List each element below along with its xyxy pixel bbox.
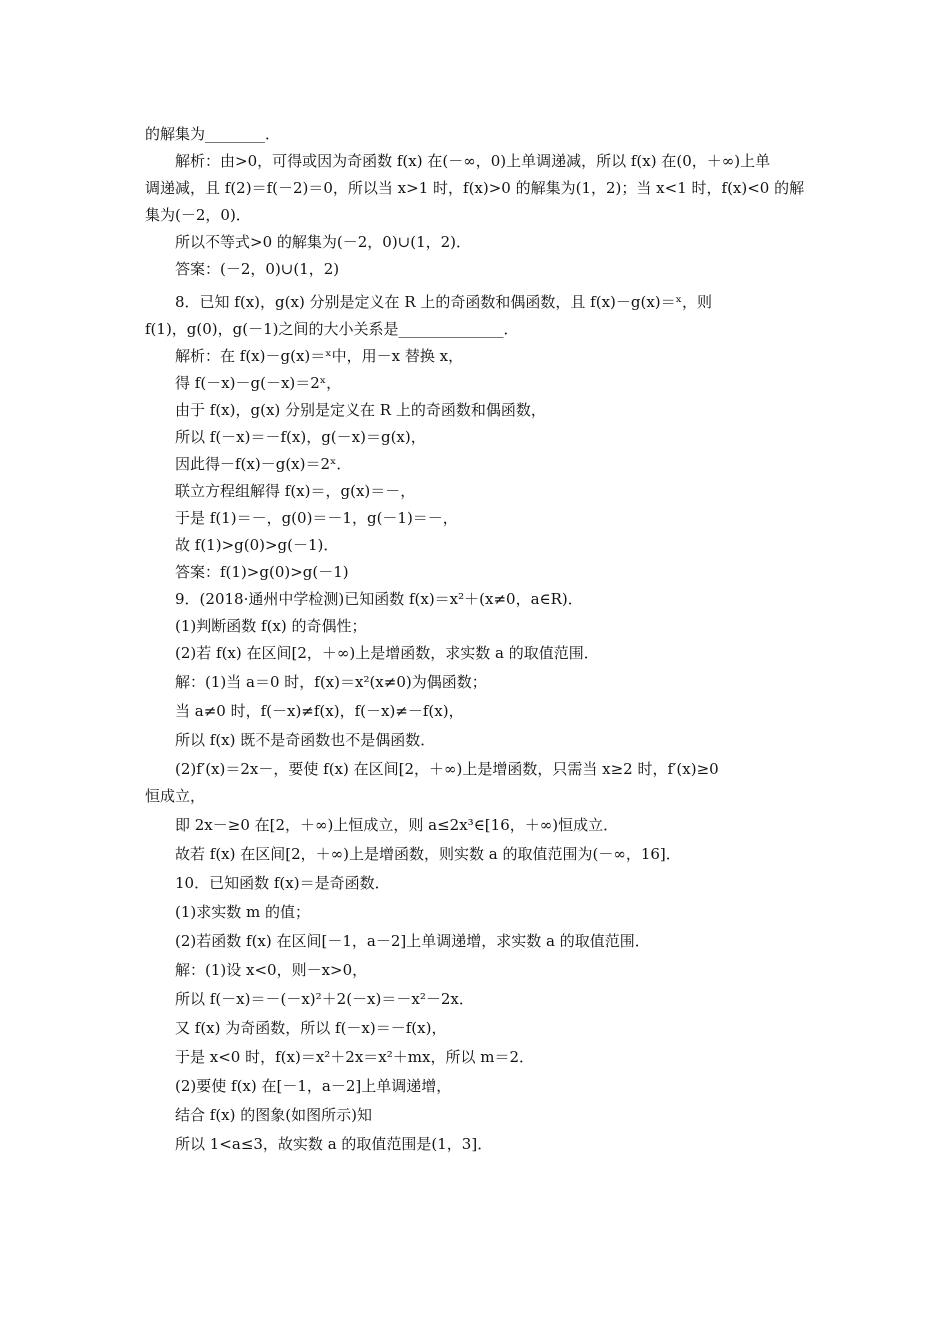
text-line: (2)f′(x)＝2x－，要使 f(x) 在区间[2，＋∞)上是增函数，只需当 x≥2 时，f′(x)≥0 xyxy=(175,760,719,778)
text-line: 解：(1)当 a＝0 时，f(x)＝x²(x≠0)为偶函数； xyxy=(175,673,487,691)
text-line: 集为(－2，0)． xyxy=(145,206,251,224)
text-line: 所以 f(－x)＝－f(x)，g(－x)＝g(x)， xyxy=(175,428,426,446)
text-line: 所以不等式>0 的解集为(－2，0)∪(1，2)． xyxy=(175,233,472,251)
text-line: (2)要使 f(x) 在[－1，a－2]上单调递增， xyxy=(175,1077,452,1095)
text-line: 又 f(x) 为奇函数，所以 f(－x)＝－f(x)， xyxy=(175,1019,447,1037)
text-line: 答案：(－2，0)∪(1，2) xyxy=(175,260,340,278)
text-line: (1)求实数 m 的值； xyxy=(175,903,311,921)
text-line: 当 a≠0 时，f(－x)≠f(x)，f(－x)≠－f(x)， xyxy=(175,702,464,720)
text-line: f(1)，g(0)，g(－1)之间的大小关系是______________． xyxy=(145,320,519,338)
text-line: 解：(1)设 x<0，则－x>0， xyxy=(175,961,368,979)
text-line: 故 f(1)>g(0)>g(－1)． xyxy=(175,536,339,554)
text-line: 所以 f(x) 既不是奇函数也不是偶函数． xyxy=(175,731,436,749)
text-line: 结合 f(x) 的图象(如图所示)知 xyxy=(175,1106,372,1124)
text-line: 调递减，且 f(2)＝f(－2)＝0，所以当 x>1 时，f(x)>0 的解集为(1，2)；当 x<1 时，f(x)<0 的解 xyxy=(145,179,805,197)
text-line: 故若 f(x) 在区间[2，＋∞)上是增函数，则实数 a 的取值范围为(－∞，16]． xyxy=(175,845,681,863)
text-line: 解析：由>0，可得或因为奇函数 f(x) 在(－∞，0)上单调递减，所以 f(x) 在(0，＋∞)上单 xyxy=(175,152,771,170)
text-line: 8．已知 f(x)，g(x) 分别是定义在 R 上的奇函数和偶函数，且 f(x)－g(x)＝ˣ，则 xyxy=(175,293,712,311)
text-line: (1)判断函数 f(x) 的奇偶性； xyxy=(175,617,367,635)
text-line: 于是 x<0 时，f(x)＝x²＋2x＝x²＋mx，所以 m＝2． xyxy=(175,1048,534,1066)
text-line: 的解集为________． xyxy=(145,125,281,143)
text-line: 因此得－f(x)－g(x)＝2ˣ． xyxy=(175,455,352,473)
text-line: 10．已知函数 f(x)＝是奇函数． xyxy=(175,874,390,892)
text-line: (2)若函数 f(x) 在区间[－1，a－2]上单调递增，求实数 a 的取值范围． xyxy=(175,932,650,950)
text-line: 由于 f(x)，g(x) 分别是定义在 R 上的奇函数和偶函数， xyxy=(175,401,546,419)
text-line: 9．(2018·通州中学检测)已知函数 f(x)＝x²＋(x≠0，a∈R)． xyxy=(175,590,583,608)
text-line: 所以 1<a≤3，故实数 a 的取值范围是(1，3]． xyxy=(175,1135,493,1153)
text-line: 恒成立， xyxy=(145,787,206,805)
text-line: 所以 f(－x)＝－(－x)²＋2(－x)＝－x²－2x． xyxy=(175,990,474,1008)
text-line: (2)若 f(x) 在区间[2，＋∞)上是增函数，求实数 a 的取值范围． xyxy=(175,644,599,662)
text-line: 得 f(－x)－g(－x)＝2ˣ， xyxy=(175,374,342,392)
text-line: 于是 f(1)＝－，g(0)＝－1，g(－1)＝－， xyxy=(175,509,458,527)
text-line: 即 2x－≥0 在[2，＋∞)上恒成立，则 a≤2x³∈[16，＋∞)恒成立． xyxy=(175,816,619,834)
text-line: 联立方程组解得 f(x)＝，g(x)＝－， xyxy=(175,482,416,500)
text-line: 答案：f(1)>g(0)>g(－1) xyxy=(175,563,349,581)
text-line: 解析：在 f(x)－g(x)＝ˣ中，用－x 替换 x， xyxy=(175,347,464,365)
